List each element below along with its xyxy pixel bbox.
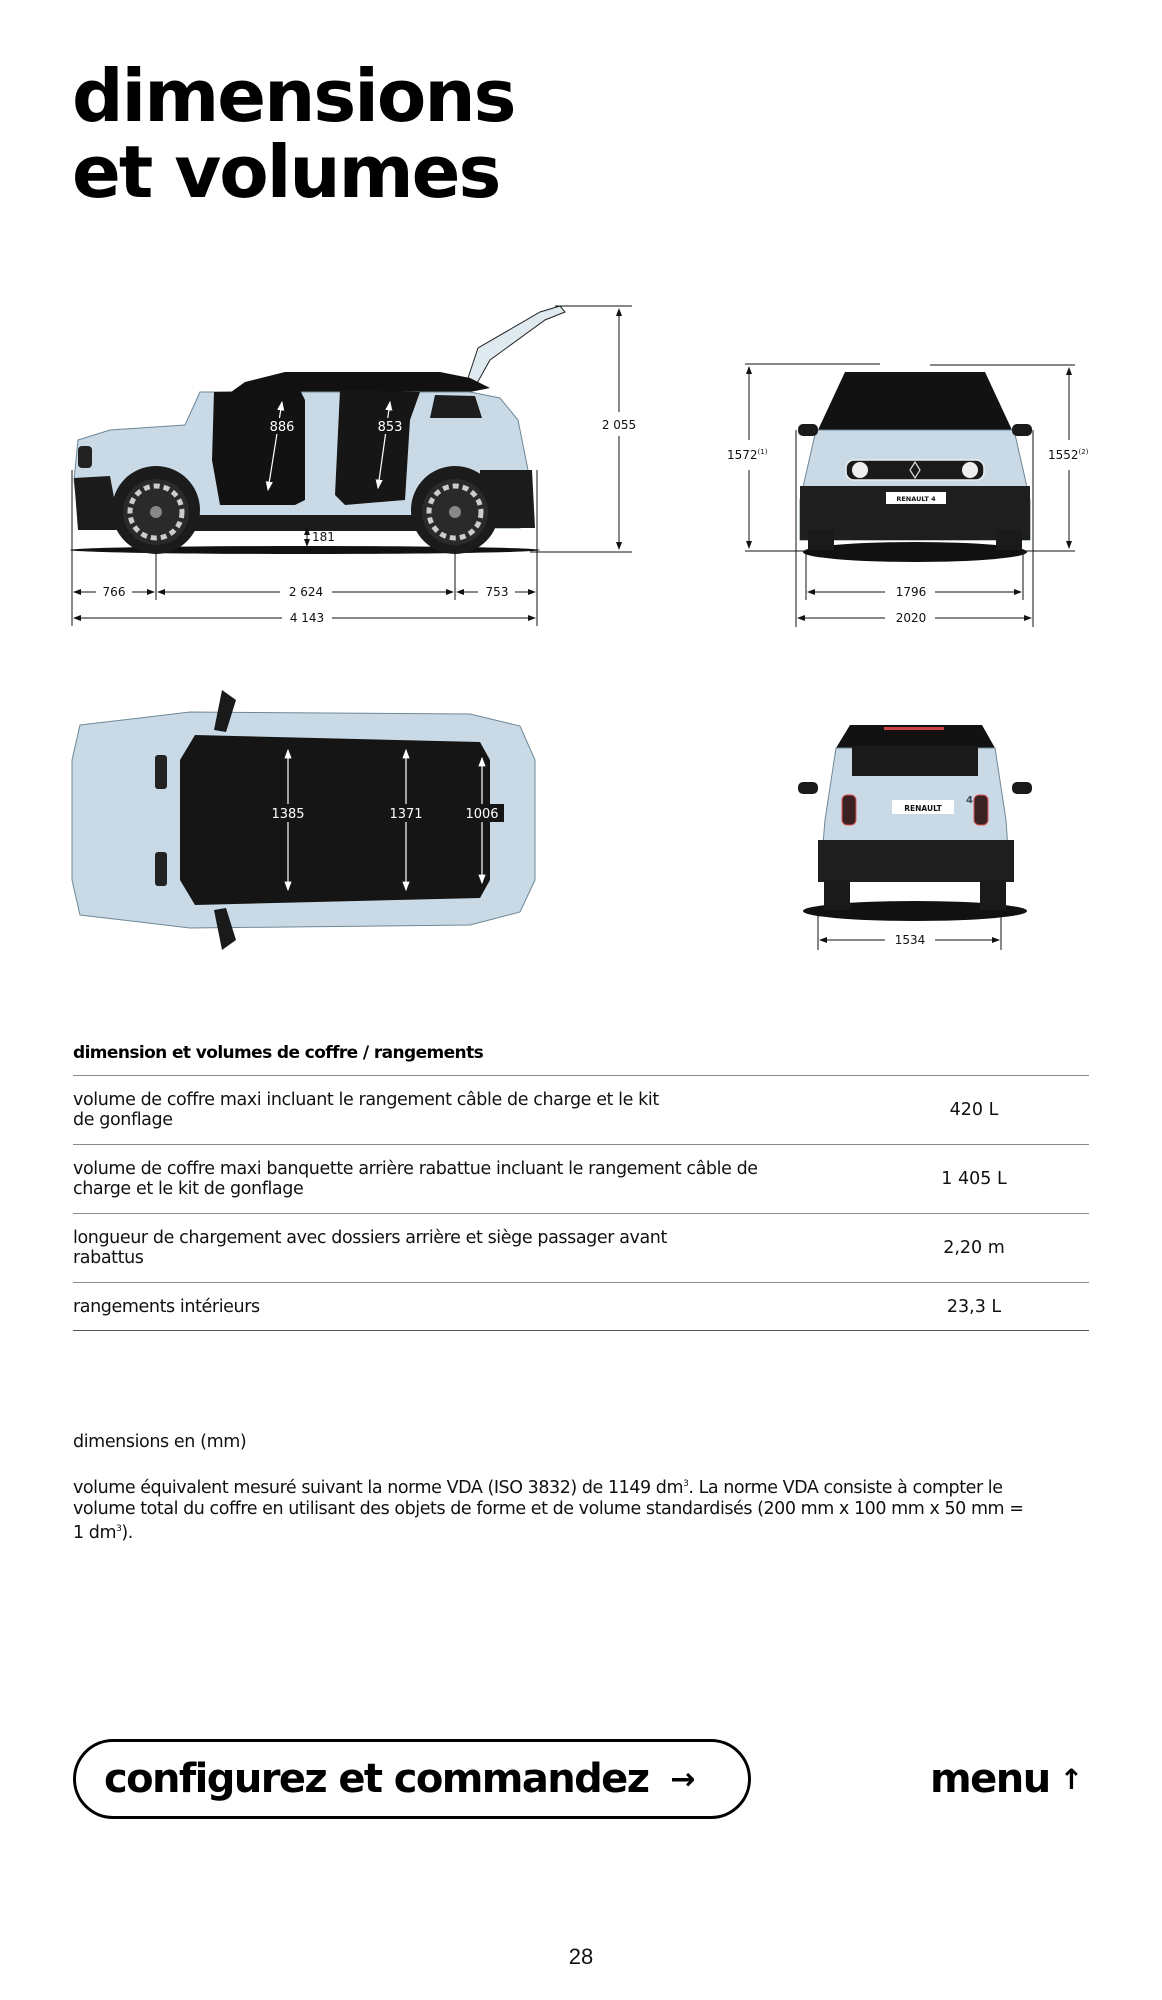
rear-elbow-width-label: 1371 <box>389 807 423 822</box>
side-view-diagram <box>60 296 640 636</box>
arrow-right-icon: → <box>670 1761 696 1797</box>
top-view-diagram <box>60 690 550 940</box>
configure-and-order-button[interactable] <box>73 1739 751 1819</box>
page-title <box>72 54 515 214</box>
row-label: longueur de chargement avec dossiers arrière et siège passager avant rabattus <box>73 1228 667 1268</box>
rear-track-label: 1534 <box>894 933 926 947</box>
arrow-up-icon: ↑ <box>1059 1762 1084 1796</box>
rear-plate: RENAULT <box>904 804 942 813</box>
table-header: dimension et volumes de coffre / rangements <box>73 1040 1089 1076</box>
page-title-line2: et volumes <box>72 130 500 214</box>
menu-link[interactable] <box>930 1752 1083 1806</box>
front-plate: RENAULT 4 <box>896 495 936 503</box>
ground-clearance-label: 181 <box>312 530 335 544</box>
front-track-label: 1796 <box>895 585 927 599</box>
top-view-car-illustration <box>60 690 550 940</box>
vda-note-text: . La norme VDA consiste à compter le volume total du coffre en utilisant des objets de forme et de volume standardisés (200 mm x 100 mm x 50 mm = 1 dm <box>73 1478 1024 1543</box>
boot-width-label: 1006 <box>465 807 499 822</box>
height-right-label: 1552$^{(2)}$ <box>1048 448 1089 462</box>
page-title-line1: dimensions <box>72 54 515 138</box>
vda-note-text: volume équivalent mesuré suivant la norme VDA (ISO 3832) de 1149 dm <box>73 1478 684 1498</box>
superscript: 3 <box>683 1479 689 1489</box>
page-number: 28 <box>568 1944 594 1969</box>
table-row <box>73 1283 1089 1331</box>
rear-overhang-label: 753 <box>485 585 509 599</box>
row-value: 420 L <box>949 1100 999 1120</box>
units-note: dimensions en (mm) <box>73 1432 247 1452</box>
row-label: volume de coffre maxi banquette arrière rabattue incluant le rangement câble de charge et le kit de gonflage <box>73 1159 758 1199</box>
vda-note <box>73 1474 1033 1544</box>
height-left-label: 1572$^{(1)}$ <box>727 448 768 462</box>
front-elbow-width-label: 1385 <box>271 807 305 822</box>
wheelbase-label: 2 624 <box>288 585 324 599</box>
front-door-opening-label: 886 <box>269 420 295 435</box>
rear-view-diagram <box>790 715 1040 960</box>
table-row <box>73 1214 1089 1283</box>
rear-view-car-illustration <box>790 715 1040 960</box>
row-value: 2,20 m <box>943 1238 1005 1258</box>
superscript: 3 <box>116 1524 122 1534</box>
front-view-car-illustration <box>720 356 1100 636</box>
overall-width-label: 2020 <box>895 611 927 625</box>
row-label: volume de coffre maxi incluant le rangement câble de charge et le kit de gonflage <box>73 1090 659 1130</box>
table-row <box>73 1076 1089 1145</box>
configure-and-order-label: configurez et commandez <box>104 1756 649 1802</box>
overall-height-label: 2 055 <box>601 418 637 432</box>
overall-length-label: 4 143 <box>289 611 325 625</box>
front-view-diagram <box>720 356 1100 636</box>
side-view-car-illustration <box>60 296 640 636</box>
rear-door-opening-label: 853 <box>377 420 403 435</box>
row-label: rangements intérieurs <box>73 1296 260 1317</box>
footnotes <box>73 1432 1033 1544</box>
row-value: 1 405 L <box>941 1169 1007 1189</box>
rear-badge: 4 <box>966 795 973 806</box>
row-value: 23,3 L <box>946 1296 1002 1317</box>
front-overhang-label: 766 <box>102 585 126 599</box>
table-row <box>73 1145 1089 1214</box>
menu-label: menu <box>930 1756 1050 1802</box>
vda-note-text: ). <box>121 1523 133 1543</box>
boot-volumes-table <box>73 1040 1089 1331</box>
